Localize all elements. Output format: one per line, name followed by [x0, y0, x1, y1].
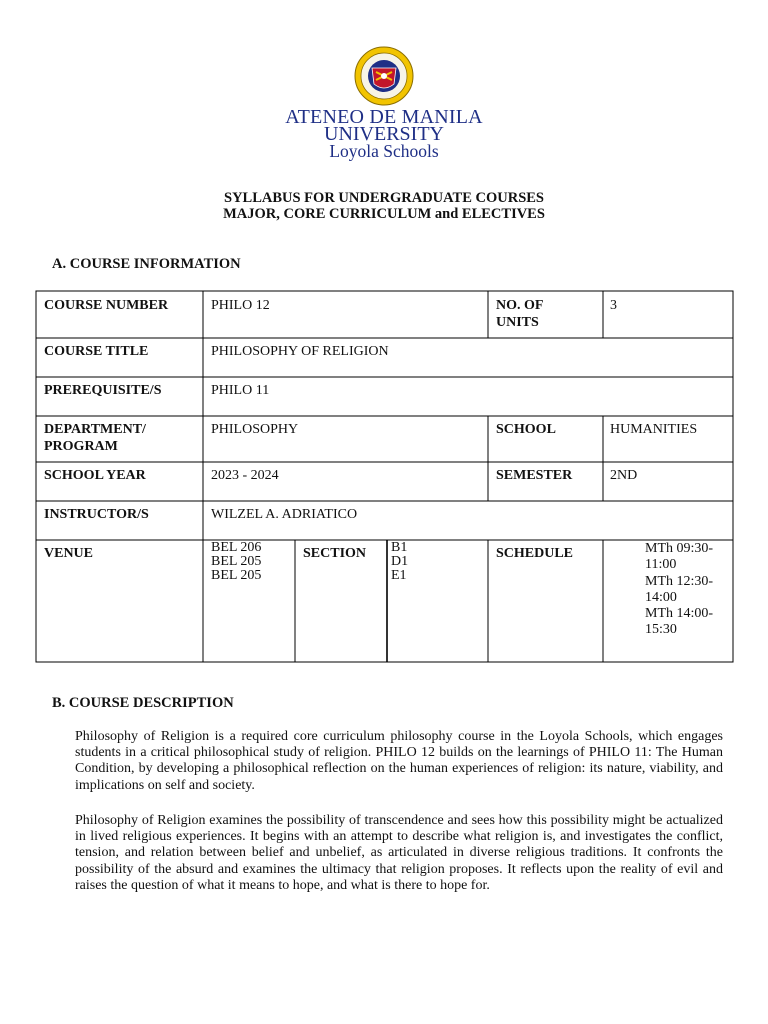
- prerequisite-label: PREREQUISITE/S: [44, 383, 162, 398]
- course-description-paragraph-2: Philosophy of Religion examines the possibility of transcendence and sees how this possibility might be actualized in lived religious experiences. It begins with an attempt to describe what religion is, and investigates the conflict, tension, and relation between belief and unbelief, as articulated in diverse religious traditions. It confronts the possibility of the absurd and examines the ultimacy that religion proposes. It reflects upon the reality of evil and raises the question of what it means to hope, and what is there to hope for.: [75, 813, 723, 893]
- school-label: SCHOOL: [496, 422, 556, 437]
- instructor-label: INSTRUCTOR/S: [44, 507, 149, 522]
- units-value: 3: [610, 298, 617, 313]
- school-name: Loyola Schools: [329, 141, 439, 161]
- units-label: [496, 298, 543, 331]
- schedule-item: MTh 14:00-: [645, 606, 714, 622]
- schedule-item: 14:00: [645, 589, 677, 605]
- department-label-line2: PROGRAM: [44, 438, 118, 454]
- syllabus-title-line2: MAJOR, CORE CURRICULUM and ELECTIVES: [223, 206, 545, 222]
- section-label: SECTION: [303, 546, 367, 561]
- department-value: PHILOSOPHY: [211, 422, 299, 437]
- venue-item: BEL 205: [211, 568, 262, 583]
- units-label-line1: NO. OF: [496, 298, 544, 313]
- course-title-value: PHILOSOPHY OF RELIGION: [211, 344, 389, 359]
- department-label-line1: DEPARTMENT/: [44, 422, 146, 437]
- course-description-paragraph-1: Philosophy of Religion is a required core curriculum philosophy course in the Loyola Schools, which engages students in a critical philosophical study of religion. PHILO 12 builds on the learnings of PHILO 11: The Human Condition, by developing a philosophical reflection on the human experiences of religion: its nature, viability, and implications on self and society.: [75, 729, 723, 793]
- venue-item: BEL 205: [211, 554, 262, 569]
- university-name-line1: ATENEO DE MANILA: [285, 106, 483, 128]
- schedule-item: MTh 12:30-: [645, 573, 714, 589]
- school-year-label: SCHOOL YEAR: [44, 468, 146, 483]
- university-name-line2: UNIVERSITY: [324, 123, 444, 145]
- course-title-label: COURSE TITLE: [44, 344, 149, 359]
- schedule-item: 11:00: [645, 557, 677, 573]
- section-a-heading: A. COURSE INFORMATION: [52, 256, 241, 272]
- venue-item: BEL 206: [211, 540, 262, 555]
- section-item: B1: [391, 540, 408, 555]
- school-value: HUMANITIES: [610, 422, 698, 437]
- section-list: [391, 541, 408, 583]
- course-number-value: PHILO 12: [211, 298, 270, 313]
- instructor-value: WILZEL A. ADRIATICO: [211, 507, 358, 522]
- school-year-value: 2023 - 2024: [211, 468, 279, 483]
- syllabus-title-line1: SYLLABUS FOR UNDERGRADUATE COURSES: [224, 190, 544, 206]
- prerequisite-value: PHILO 11: [211, 383, 270, 398]
- schedule-item: 15:30: [645, 622, 677, 638]
- section-item: D1: [391, 554, 409, 569]
- semester-label: SEMESTER: [496, 468, 573, 483]
- section-b-heading: B. COURSE DESCRIPTION: [52, 695, 234, 711]
- units-label-line2: UNITS: [496, 314, 539, 330]
- venue-label: VENUE: [44, 546, 94, 561]
- schedule-list: [645, 541, 713, 639]
- schedule-label: SCHEDULE: [496, 546, 574, 561]
- course-number-label: COURSE NUMBER: [44, 298, 169, 313]
- venue-list: [211, 541, 261, 583]
- semester-value: 2ND: [610, 468, 638, 483]
- schedule-item: MTh 09:30-: [645, 541, 714, 556]
- section-item: E1: [391, 568, 407, 583]
- department-label: [44, 422, 146, 455]
